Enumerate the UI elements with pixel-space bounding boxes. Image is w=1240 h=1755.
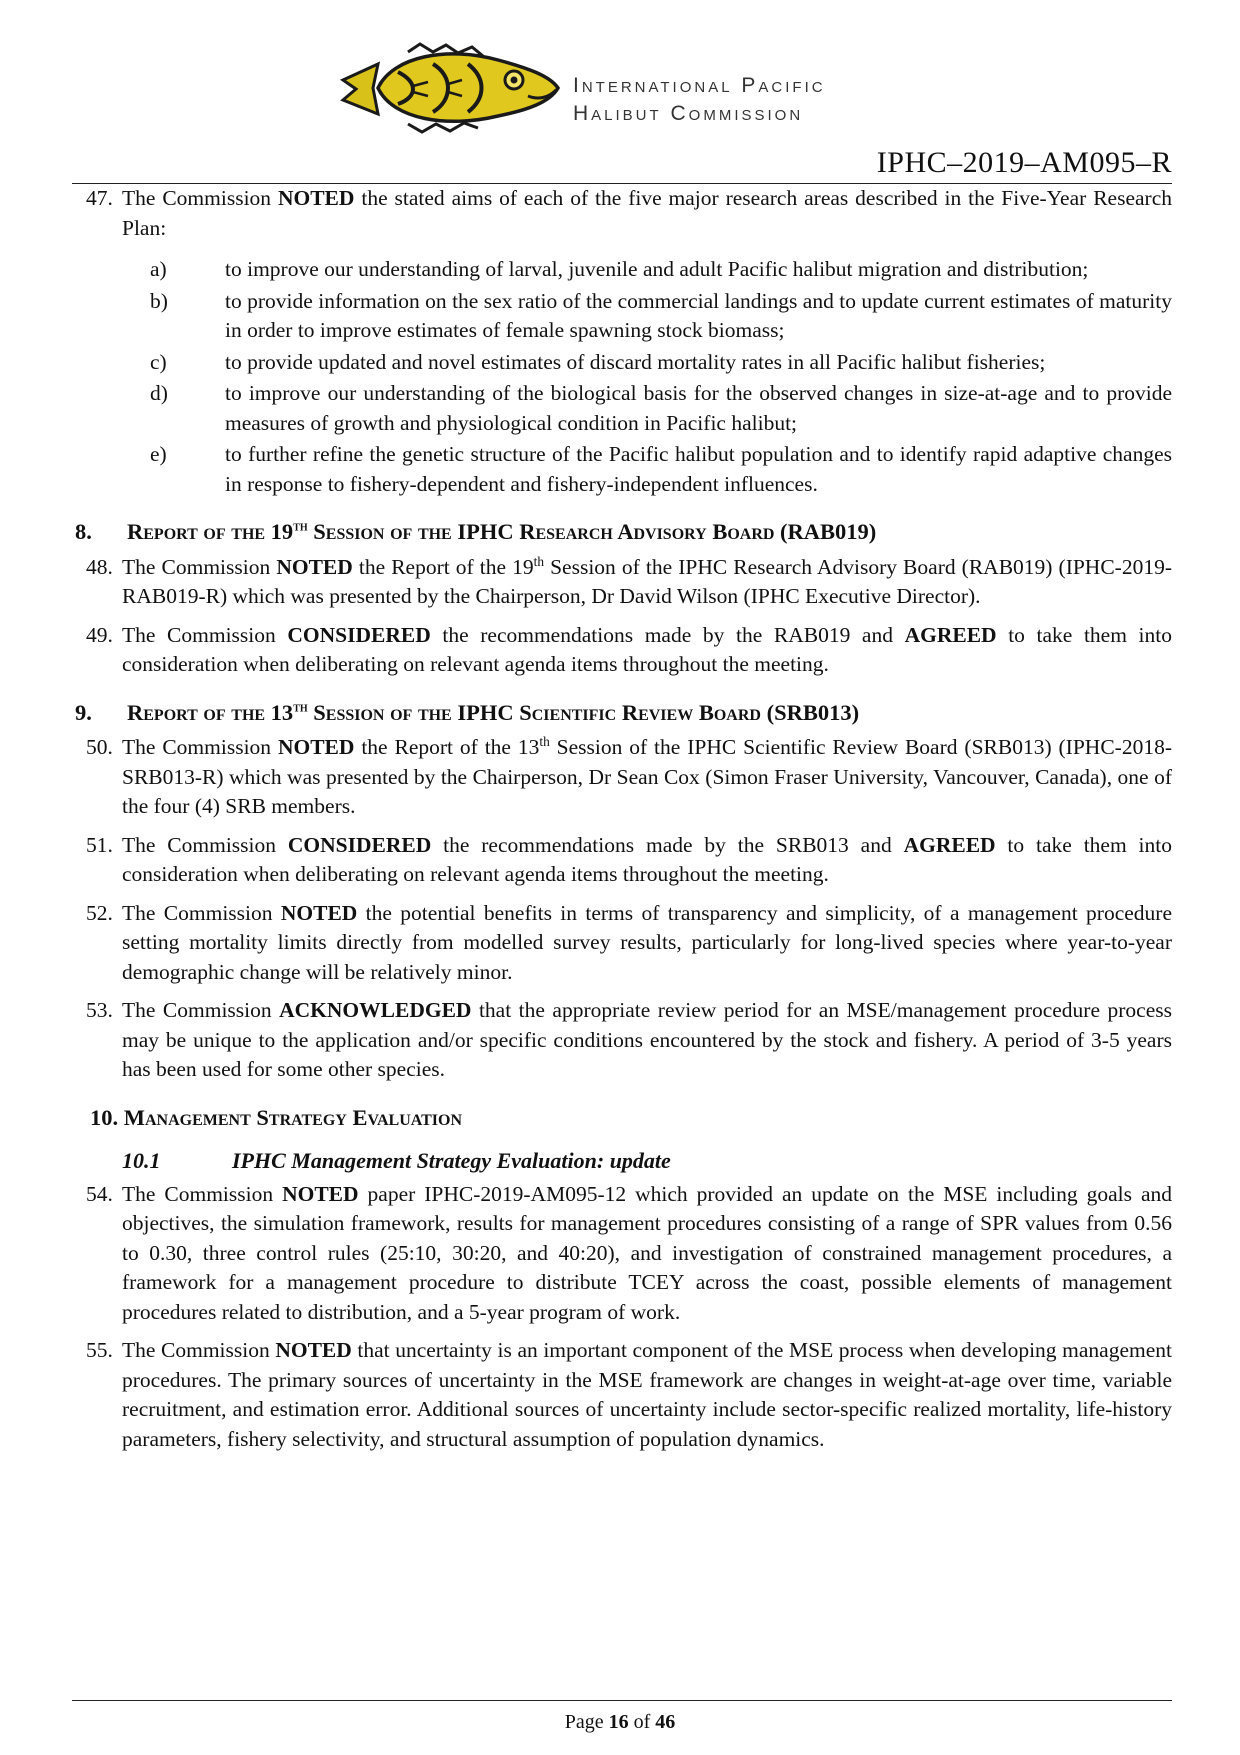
paragraph-text: The Commission xyxy=(122,1338,276,1362)
keyword: NOTED xyxy=(282,1181,359,1206)
paragraph-text: The Commission xyxy=(122,735,278,759)
paragraph-text: Session of the IPHC Scientific Review Board (SRB013) (IPHC-2018-SRB013-R) which was presented by the Chairperson, Dr Sean Cox (Simon Fraser University, Vancouver, Canada), one of the four (4) SRB members. xyxy=(122,735,1172,818)
heading-text: Report of the 13 xyxy=(127,699,294,725)
paragraph-number: 47. xyxy=(86,186,113,210)
paragraph-text: the Report of the 13 xyxy=(354,735,540,759)
heading-text: IPHC Management Strategy Evaluation: update xyxy=(232,1148,671,1173)
paragraph-text: that uncertainty is an important component of the MSE process when developing management procedures. The primary sources of uncertainty in the MSE framework are changes in weight-at-age over time, variable recruitment, and estimation error. Additional sources of uncertainty include sector-specific realized mortality, life-history parameters, fishery selectivity, and structural assumption of population dynamics. xyxy=(122,1338,1172,1451)
keyword: NOTED xyxy=(276,554,353,579)
keyword: NOTED xyxy=(277,735,355,759)
heading-text: Session of the IPHC Scientific Review Board (SRB013) xyxy=(307,699,860,725)
paragraph-54 xyxy=(72,1180,1172,1328)
heading-text: Report of the 19 xyxy=(127,519,294,544)
paragraph-text: paper IPHC-2019-AM095-12 which provided an update on the MSE including goals and objectives, the simulation framework, results for management procedures consisting of a range of SPR values from 0.56 to 0.30, three control rules (25:10, 30:20, and 40:20), and investigation of constrained management procedures, a framework for a management procedure to distribute TCEY across the coast, possible elements of management procedures related to distribution, and a 5-year program of work. xyxy=(122,1181,1172,1324)
keyword: AGREED xyxy=(903,832,996,857)
section-heading-9 xyxy=(72,698,1172,728)
paragraph-48 xyxy=(72,553,1172,612)
superscript: th xyxy=(533,553,545,569)
keyword: CONSIDERED xyxy=(287,832,432,857)
keyword: AGREED xyxy=(904,622,997,647)
paragraph-52 xyxy=(72,899,1172,988)
current-page: 16 xyxy=(608,1711,629,1733)
list-label: e) xyxy=(150,442,167,466)
paragraph-number: 51. xyxy=(86,832,113,857)
page-number xyxy=(0,1711,1240,1734)
section-heading-8 xyxy=(72,517,1172,547)
page-content xyxy=(72,184,1172,1463)
keyword: NOTED xyxy=(275,1338,352,1362)
paragraph-53 xyxy=(72,996,1172,1085)
keyword: NOTED xyxy=(280,900,358,925)
heading-text: Session of the IPHC Research Advisory Board (RAB019) xyxy=(307,519,877,544)
paragraph-text: to take them into consideration when deliberating on relevant agenda items throughout the meeting. xyxy=(122,622,1172,676)
paragraph-number: 52. xyxy=(86,900,113,925)
keyword: NOTED xyxy=(277,186,355,210)
iphc-halibut-logo xyxy=(338,42,563,134)
superscript: th xyxy=(539,733,550,749)
list-text: to further refine the genetic structure of the Pacific halibut population and to identify rapid adaptive changes in response to fishery-dependent and fishery-independent influences. xyxy=(225,442,1172,496)
paragraph-text: Session of the IPHC Research Advisory Board (RAB019) (IPHC-2019-RAB019-R) which was presented by the Chairperson, Dr David Wilson (IPHC Executive Director). xyxy=(122,554,1172,608)
paragraph-text: the recommendations made by the RAB019 and xyxy=(430,622,905,647)
section-heading-10 xyxy=(72,1103,1172,1133)
paragraph-number: 54. xyxy=(86,1181,113,1206)
paragraph-number: 48. xyxy=(86,554,113,579)
paragraph-text: The Commission xyxy=(122,998,280,1022)
heading-text: Management Strategy Evaluation xyxy=(123,1104,463,1130)
list-label: d) xyxy=(150,381,168,405)
paragraph-text: The Commission xyxy=(122,900,281,925)
subsection-number: 10.1 xyxy=(122,1148,161,1173)
list-item xyxy=(72,287,1172,346)
paragraph-text: The Commission xyxy=(122,554,277,579)
paragraph-text: The Commission xyxy=(122,832,288,857)
keyword: ACKNOWLEDGED xyxy=(279,998,472,1022)
keyword: CONSIDERED xyxy=(287,622,431,647)
list-item xyxy=(72,255,1172,285)
paragraph-text: the stated aims of each of the five major research areas described in the Five-Year Research Plan: xyxy=(122,186,1172,240)
superscript: th xyxy=(293,519,308,535)
list-item xyxy=(72,379,1172,438)
paragraph-50 xyxy=(72,733,1172,822)
research-aims-list xyxy=(72,255,1172,499)
paragraph-55 xyxy=(72,1336,1172,1454)
list-item xyxy=(72,348,1172,378)
section-number: 9. xyxy=(75,699,92,725)
subsection-heading-10-1 xyxy=(72,1146,1172,1176)
list-text: to provide updated and novel estimates of discard mortality rates in all Pacific halibut fisheries; xyxy=(225,349,1046,374)
list-text: to improve our understanding of larval, juvenile and adult Pacific halibut migration and distribution; xyxy=(225,257,1089,281)
list-item xyxy=(72,440,1172,499)
paragraph-51 xyxy=(72,831,1172,890)
paragraph-text: The Commission xyxy=(122,622,288,647)
organization-name xyxy=(573,72,826,128)
paragraph-49 xyxy=(72,621,1172,680)
footer-text: Page xyxy=(564,1711,609,1733)
org-name-line1: International Pacific xyxy=(573,74,826,97)
section-number: 10. xyxy=(90,1104,119,1130)
paragraph-text: The Commission xyxy=(122,1181,283,1206)
list-text: to provide information on the sex ratio of the commercial landings and to update current estimates of maturity in order to improve estimates of female spawning stock biomass; xyxy=(225,288,1172,342)
paragraph-number: 50. xyxy=(86,735,113,759)
document-id: IPHC–2019–AM095–R xyxy=(876,146,1172,179)
list-label: b) xyxy=(150,288,168,313)
footer-rule xyxy=(72,1700,1172,1701)
paragraph-text: the Report of the 19 xyxy=(352,554,534,579)
list-label: a) xyxy=(150,257,167,281)
total-pages: 46 xyxy=(655,1711,676,1733)
footer-text: of xyxy=(628,1711,656,1733)
paragraph-text: the potential benefits in terms of transparency and simplicity, of a management procedure setting mortality limits directly from modelled survey results, particularly for long-lived species where year-to-year demographic change will be relatively minor. xyxy=(122,900,1172,984)
paragraph-number: 49. xyxy=(86,622,113,647)
paragraph-text: the recommendations made by the SRB013 and xyxy=(431,832,904,857)
section-number: 8. xyxy=(75,519,92,544)
paragraph-number: 53. xyxy=(86,998,113,1022)
list-label: c) xyxy=(150,349,167,374)
list-text: to improve our understanding of the biological basis for the observed changes in size-at-age and to provide measures of growth and physiological condition in Pacific halibut; xyxy=(225,381,1172,435)
org-name-line2: Halibut Commission xyxy=(573,102,804,125)
paragraph-text: that the appropriate review period for an MSE/management procedure process may be unique to the application and/or specific conditions encountered by the stock and fishery. A period of 3-5 years has been used for some other species. xyxy=(122,998,1172,1081)
paragraph-47 xyxy=(72,184,1172,243)
paragraph-text: to take them into consideration when deliberating on relevant agenda items throughout the meeting. xyxy=(122,832,1172,886)
superscript: th xyxy=(293,700,308,715)
paragraph-text: The Commission xyxy=(122,186,278,210)
paragraph-number: 55. xyxy=(86,1338,113,1362)
